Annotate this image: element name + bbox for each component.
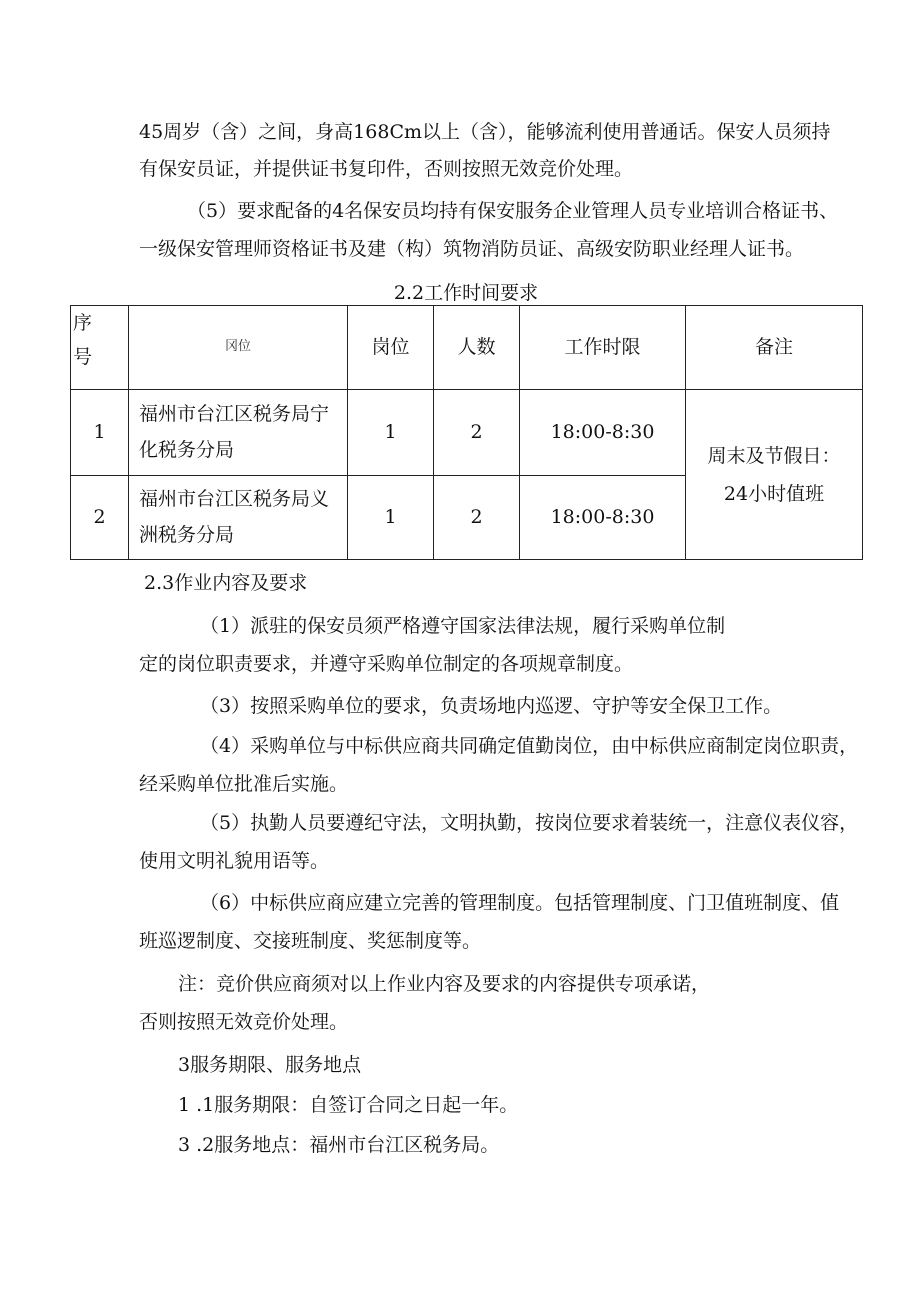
row-positions: 1 [348, 476, 434, 560]
section-23-item-3: （3）按照采购单位的要求，负责场地内巡逻、守护等安全保卫工作。 [200, 695, 783, 717]
row-seq: 2 [71, 476, 129, 560]
header-post: 冈位 [129, 306, 348, 390]
header-seq [71, 306, 129, 390]
header-hours: 工作时限 [520, 306, 686, 390]
note-line1: 周末及节假日： [707, 444, 841, 467]
section-23-item-5-cont: 使用文明礼貌用语等。 [139, 850, 330, 872]
section-23-item-6: （6）中标供应商应建立完善的管理制度。包括管理制度、门卫值班制度、值 [200, 892, 840, 914]
row-note [686, 390, 863, 560]
header-positions: 岗位 [348, 306, 434, 390]
section-23-title: 2.3作业内容及要求 [144, 572, 308, 594]
work-time-table [70, 305, 863, 560]
section-23-item-1-cont: 定的岗位职责要求，并遵守采购单位制定的各项规章制度。 [139, 653, 634, 675]
section-23-item-5: （5）执勤人员要遵纪守法，文明执勤，按岗位要求着装统一，注意仪表仪容， [200, 812, 859, 834]
row-count: 2 [434, 390, 520, 476]
row-post-line2: 化税务分局 [139, 438, 235, 461]
row-post-line1: 福州市台江区税务局义 [139, 488, 330, 511]
row-post-line2: 洲税务分局 [139, 523, 235, 546]
note-line2: 24小时值班 [723, 482, 825, 505]
paragraph-certificate: 有保安员证，并提供证书复印件，否则按照无效竞价处理。 [139, 158, 634, 180]
table-header-row [71, 306, 863, 390]
row-count: 2 [434, 476, 520, 560]
row-seq: 1 [71, 390, 129, 476]
table-caption: 2.2工作时间要求 [393, 282, 539, 304]
row-hours: 18:00-8:30 [520, 390, 686, 476]
service-location: 3 .2服务地点：福州市台江区税务局。 [178, 1134, 500, 1156]
paragraph-requirement-5: （5）要求配备的4名保安员均持有保安服务企业管理人员专业培训合格证书、 [187, 200, 839, 222]
section-3-title: 3服务期限、服务地点 [178, 1054, 362, 1076]
table-row [71, 390, 863, 476]
row-post [129, 476, 348, 560]
row-post [129, 390, 348, 476]
header-note: 备注 [686, 306, 863, 390]
row-hours: 18:00-8:30 [520, 476, 686, 560]
service-period: 1 .1服务期限：自签订合同之日起一年。 [178, 1094, 519, 1116]
paragraph-age-height: 45周岁（含）之间，身高168Cm以上（含），能够流利使用普通话。保安人员须持 [139, 121, 831, 143]
paragraph-requirement-5-cont: 一级保安管理师资格证书及建（构）筑物消防员证、高级安防职业经理人证书。 [139, 238, 805, 260]
header-count: 人数 [434, 306, 520, 390]
section-23-item-1: （1）派驻的保安员须严格遵守国家法律法规，履行采购单位制 [200, 615, 726, 637]
row-positions: 1 [348, 390, 434, 476]
header-seq-line1: 序 [73, 312, 93, 334]
section-23-note: 注：竞价供应商须对以上作业内容及要求的内容提供专项承诺， [178, 973, 711, 995]
section-23-item-6-cont: 班巡逻制度、交接班制度、奖惩制度等。 [139, 930, 482, 952]
row-post-line1: 福州市台江区税务局宁 [139, 403, 330, 426]
section-23-item-4-cont: 经采购单位批准后实施。 [139, 773, 349, 795]
header-seq-line2: 号 [73, 346, 93, 369]
section-23-item-4: （4）采购单位与中标供应商共同确定值勤岗位，由中标供应商制定岗位职责， [200, 735, 859, 757]
section-23-note-cont: 否则按照无效竞价处理。 [139, 1011, 349, 1033]
